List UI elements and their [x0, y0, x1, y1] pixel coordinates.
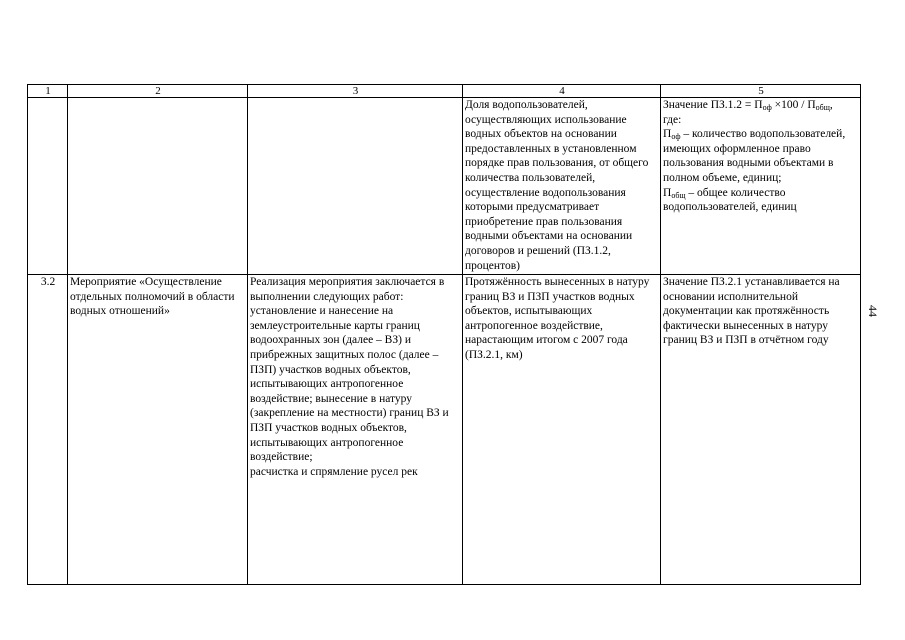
- row1-formula-cell: [661, 98, 861, 275]
- page-number: 44: [866, 305, 880, 317]
- row2-number: 3.2: [28, 275, 68, 585]
- header-col-5: 5: [661, 85, 861, 98]
- row1-description: [248, 98, 463, 275]
- header-col-3: 3: [248, 85, 463, 98]
- table-header-row: [28, 85, 861, 98]
- header-col-4: 4: [463, 85, 661, 98]
- row1-number: [28, 98, 68, 275]
- formula-where: где:: [663, 113, 682, 126]
- formula-definition-1: $П_{оф}$ – количество водопользователей, имеющих оформленное право пользования водными объектами в полном объеме, единиц;: [663, 128, 846, 184]
- formula-definition-2: $П_{общ}$ – общее количество водопользователей, единиц: [663, 186, 797, 214]
- row1-indicator: Доля водопользователей, осуществляющих использование водных объектов на основании предоставленных в установленном порядке прав пользования, от общего количества пользователей, осуществление водопользования которыми предусматривает приобретение прав пользования водными объектами на основании договоров и решений (ПЗ.1.2, процентов): [463, 98, 661, 275]
- header-col-1: 1: [28, 85, 68, 98]
- row1-event: [68, 98, 248, 275]
- formula-line: Значение $ПЗ.1.2 = П_{оф} \times 100 / П_{общ}$,: [663, 99, 833, 112]
- description-paragraph-2: установление и нанесение на землеустроительные карты границ водоохранных зон (далее – ВЗ) и прибрежных защитных полос (далее – ПЗП) участков водных объектов, испытывающих антропогенное воздействие; вынесение в натуру (закрепление на местности) границ ВЗ и ПЗП участков водных объектов, испытывающих антропогенное воздействие;: [250, 305, 449, 464]
- description-paragraph-1: Реализация мероприятия заключается в выполнении следующих работ:: [250, 276, 445, 303]
- row2-event: Мероприятие «Осуществление отдельных полномочий в области водных отношений»: [68, 275, 248, 585]
- row2-calculation: Значение ПЗ.2.1 устанавливается на основании исполнительной документации как протяжённость фактически вынесенных в натуру границ ВЗ и ПЗП в отчётном году: [661, 275, 861, 585]
- document-table: [27, 84, 861, 585]
- description-paragraph-3: расчистка и спрямление русел рек: [250, 465, 418, 478]
- row2-indicator: Протяжённость вынесенных в натуру границ ВЗ и ПЗП участков водных объектов, испытывающих антропогенное воздействие, нарастающим итогом с 2007 года (ПЗ.2.1, км): [463, 275, 661, 585]
- row2-description: [248, 275, 463, 585]
- table-row: [28, 275, 861, 585]
- header-col-2: 2: [68, 85, 248, 98]
- table-row: [28, 98, 861, 275]
